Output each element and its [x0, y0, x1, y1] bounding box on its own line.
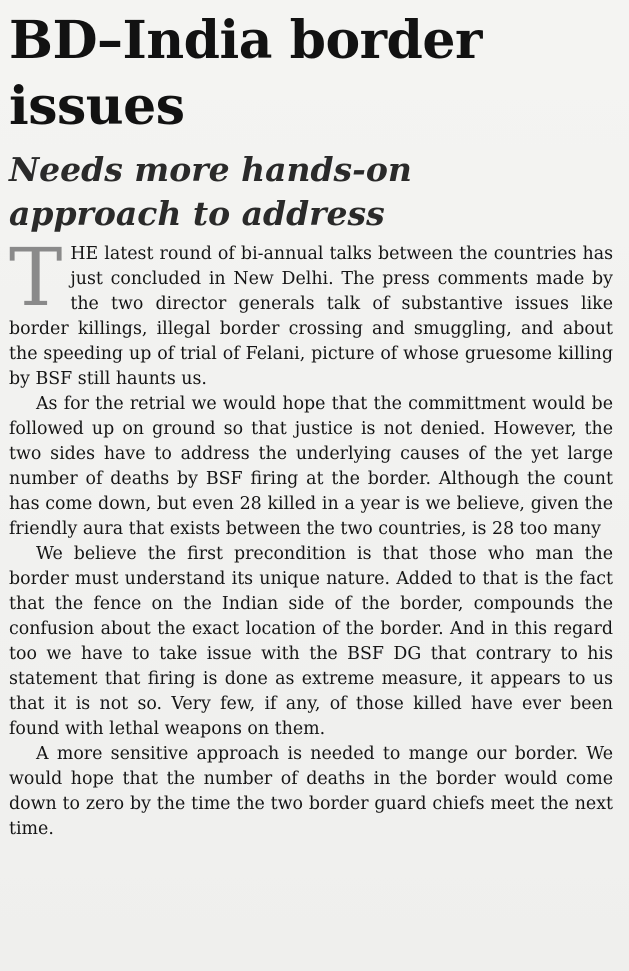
paragraph-4: A more sensitive approach is needed to mange our border. We would hope that the number of deaths in the border would come down to zero by the time the two border guard chiefs meet the next time.	[9, 744, 613, 839]
paragraph-1-text: HE latest round of bi-annual talks between the countries has just concluded in New Delhi. The press comments made by the two director generals talk of substantive issues like border killings, illegal border crossing and smuggling, and about the speeding up of trial of Felani, picture of whose gruesome killing by BSF still haunts us.	[9, 244, 613, 389]
paragraph-3: We believe the first precondition is that those who man the border must understand its unique nature. Added to that is the fact that the fence on the Indian side of the border, compounds the confusion about the exact location of the border. And in this regard too we have to take issue with the BSF DG that contrary to his statement that firing is done as extreme measure, it appears to us that it is not so. Very few, if any, of those killed have ever been found with lethal weapons on them.	[9, 544, 613, 739]
article-body	[9, 231, 613, 842]
paragraph-1	[9, 231, 613, 392]
paragraph-2: As for the retrial we would hope that the committment would be followed up on ground so that justice is not denied. However, the two sides have to address the underlying causes of the yet large number of deaths by BSF firing at the border. Although the count has come down, but even 28 killed in a year is we believe, given the friendly aura that exists between the two countries, is 28 too many	[9, 394, 613, 539]
subheadline: Needs more hands-on approach to address	[9, 150, 412, 233]
drop-cap: T	[9, 231, 63, 324]
headline: BD–India border issues	[9, 10, 482, 137]
